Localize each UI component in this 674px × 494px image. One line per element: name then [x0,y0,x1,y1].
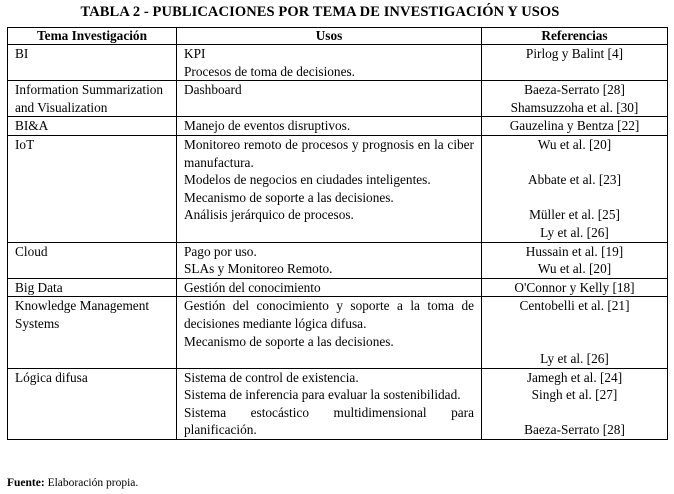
reference-item: Müller et al. [25] [529,207,620,223]
table-row [8,297,668,368]
reference-item: Pirlog y Balint [4] [525,46,624,61]
reference-item: Hussain et al. [19] [525,243,624,259]
use-item: KPI [184,46,206,61]
use-item: Procesos de toma de decisiones. [184,63,355,79]
reference-item: Ly et al. [26] [540,351,609,367]
source-text: Elaboración propia. [47,477,139,489]
table-row [8,45,668,81]
publications-table [7,27,668,440]
references-cell [482,278,668,297]
use-item: Dashboard [184,82,242,98]
table-title: TABLA 2 - PUBLICACIONES POR TEMA DE INVESTIGACIÓN Y USOS [80,4,560,20]
use-item: Sistema estocástico multidimensional para planificación. [184,404,474,438]
use-item: SLAs y Monitoreo Remoto. [184,261,333,277]
use-item: Mecanismo de soporte a las decisiones. [184,333,394,349]
topic-cell: Cloud [8,242,177,278]
reference-item: O'Connor y Kelly [18] [514,279,635,295]
table-row [8,81,668,117]
reference-item: Wu et al. [20] [537,261,612,277]
reference-item: Gauzelina y Bentza [22] [509,118,640,134]
use-item: Sistema de inferencia para evaluar la sostenibilidad. [184,387,461,403]
topic-cell: Big Data [8,278,177,297]
references-cell [482,368,668,439]
reference-item: Jamegh et al. [24] [526,369,623,385]
use-item: Gestión del conocimiento y soporte a la toma de decisiones mediante lógica difusa. [184,298,474,331]
references-cell [482,135,668,242]
topic-cell: Information Summarization and Visualization [8,81,177,117]
reference-item: Wu et al. [20] [537,136,612,152]
table-row [8,278,668,297]
uses-cell [177,297,482,368]
use-item: Pago por uso. [184,243,257,259]
references-cell [482,117,668,136]
topic-cell: IoT [8,135,177,242]
uses-cell [177,45,482,81]
uses-cell [177,117,482,136]
uses-cell [177,368,482,439]
reference-item: Centobelli et al. [21] [519,298,630,314]
references-cell [482,81,668,117]
source-note [7,477,138,489]
topic-cell: BI&A [8,117,177,136]
header-row [8,28,668,45]
table-row [8,242,668,278]
reference-item: Shamsuzzoha et al. [30] [510,99,639,115]
topic-cell: Knowledge Management Systems [8,297,177,368]
use-item: Monitoreo remoto de procesos y prognosis en la ciber manufactura. [184,136,474,170]
reference-item: Baeza-Serrato [28] [524,82,625,98]
use-item: Sistema de control de existencia. [184,369,359,385]
table-row [8,368,668,439]
reference-item: Ly et al. [26] [540,224,609,240]
header-topic: Tema Investigación [8,28,177,45]
source-label: Fuente: [7,477,45,489]
uses-cell [177,135,482,242]
uses-cell [177,242,482,278]
reference-item: Abbate et al. [23] [527,172,622,188]
topic-cell: Lógica difusa [8,368,177,439]
uses-cell [177,278,482,297]
references-cell [482,45,668,81]
reference-item: Singh et al. [27] [531,387,618,403]
use-item: Mecanismo de soporte a las decisiones. [184,189,394,205]
uses-cell [177,81,482,117]
use-item: Modelos de negocios en ciudades inteligentes. [184,172,431,188]
use-item: Manejo de eventos disruptivos. [184,118,351,134]
table-row [8,117,668,136]
header-references: Referencias [482,28,668,45]
references-cell [482,242,668,278]
reference-item: Baeza-Serrato [28] [524,422,625,438]
topic-cell: BI [8,45,177,81]
header-uses: Usos [177,28,482,45]
references-cell [482,297,668,368]
use-item: Gestión del conocimiento [184,279,321,295]
table-row [8,135,668,242]
use-item: Análisis jerárquico de procesos. [184,207,354,223]
